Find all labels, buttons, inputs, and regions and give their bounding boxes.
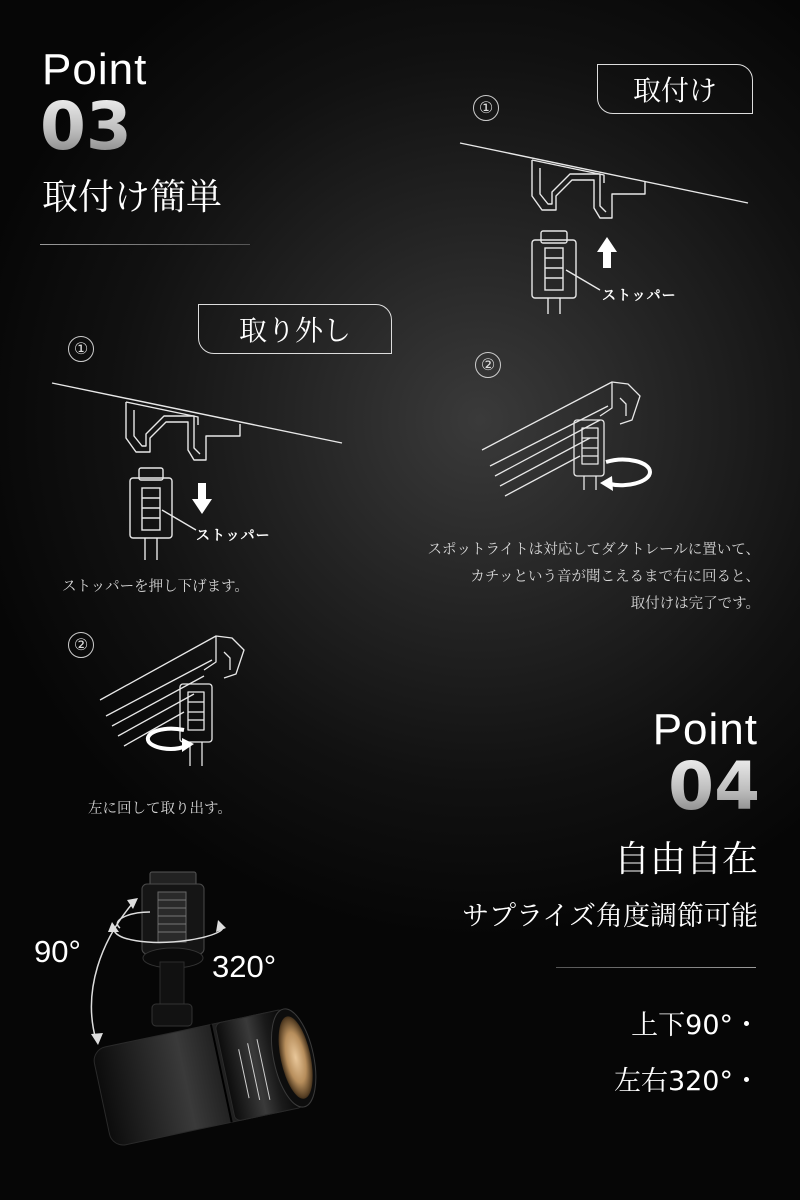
install-step1-number: ① [473,95,499,121]
horizontal-angle-label: 320° [212,949,277,984]
removal-step1-caption: ストッパーを押し下げます。 [62,579,249,595]
install-description-line: 取付けは完了です。 [630,596,760,612]
removal-step1-number: ① [68,336,94,362]
spec-horizontal-angle: 左右320°・ [613,1066,760,1097]
install-description-line: スポットライトは対応してダクトレールに置いて、 [427,542,760,558]
arc-arrow-icon [91,1033,103,1045]
point04-subheadline: サプライズ角度調節可能 [462,901,758,932]
spec-vertical-angle: 上下90°・ [631,1010,760,1041]
install-stopper-label: ストッパー [602,288,677,304]
removal-step2-number: ② [68,632,94,658]
removal-tag: 取り外し [198,304,392,354]
point03-label: Point [42,45,148,94]
point04-label: Point [652,705,758,754]
removal-stopper-label: ストッパー [196,528,271,544]
install-description-line: カチッという音が聞こえるまで右に回ると、 [470,569,760,585]
vertical-angle-label: 90° [34,934,81,969]
removal-step2-caption: 左に回して取り出す。 [88,801,232,817]
point04-number: 04 [668,748,760,825]
point03-number: 03 [40,88,132,165]
install-step2-number: ② [475,352,501,378]
install-tag: 取付け [597,64,753,114]
point03-headline: 取付け簡単 [42,177,223,218]
point04-headline: 自由自在 [613,839,758,880]
